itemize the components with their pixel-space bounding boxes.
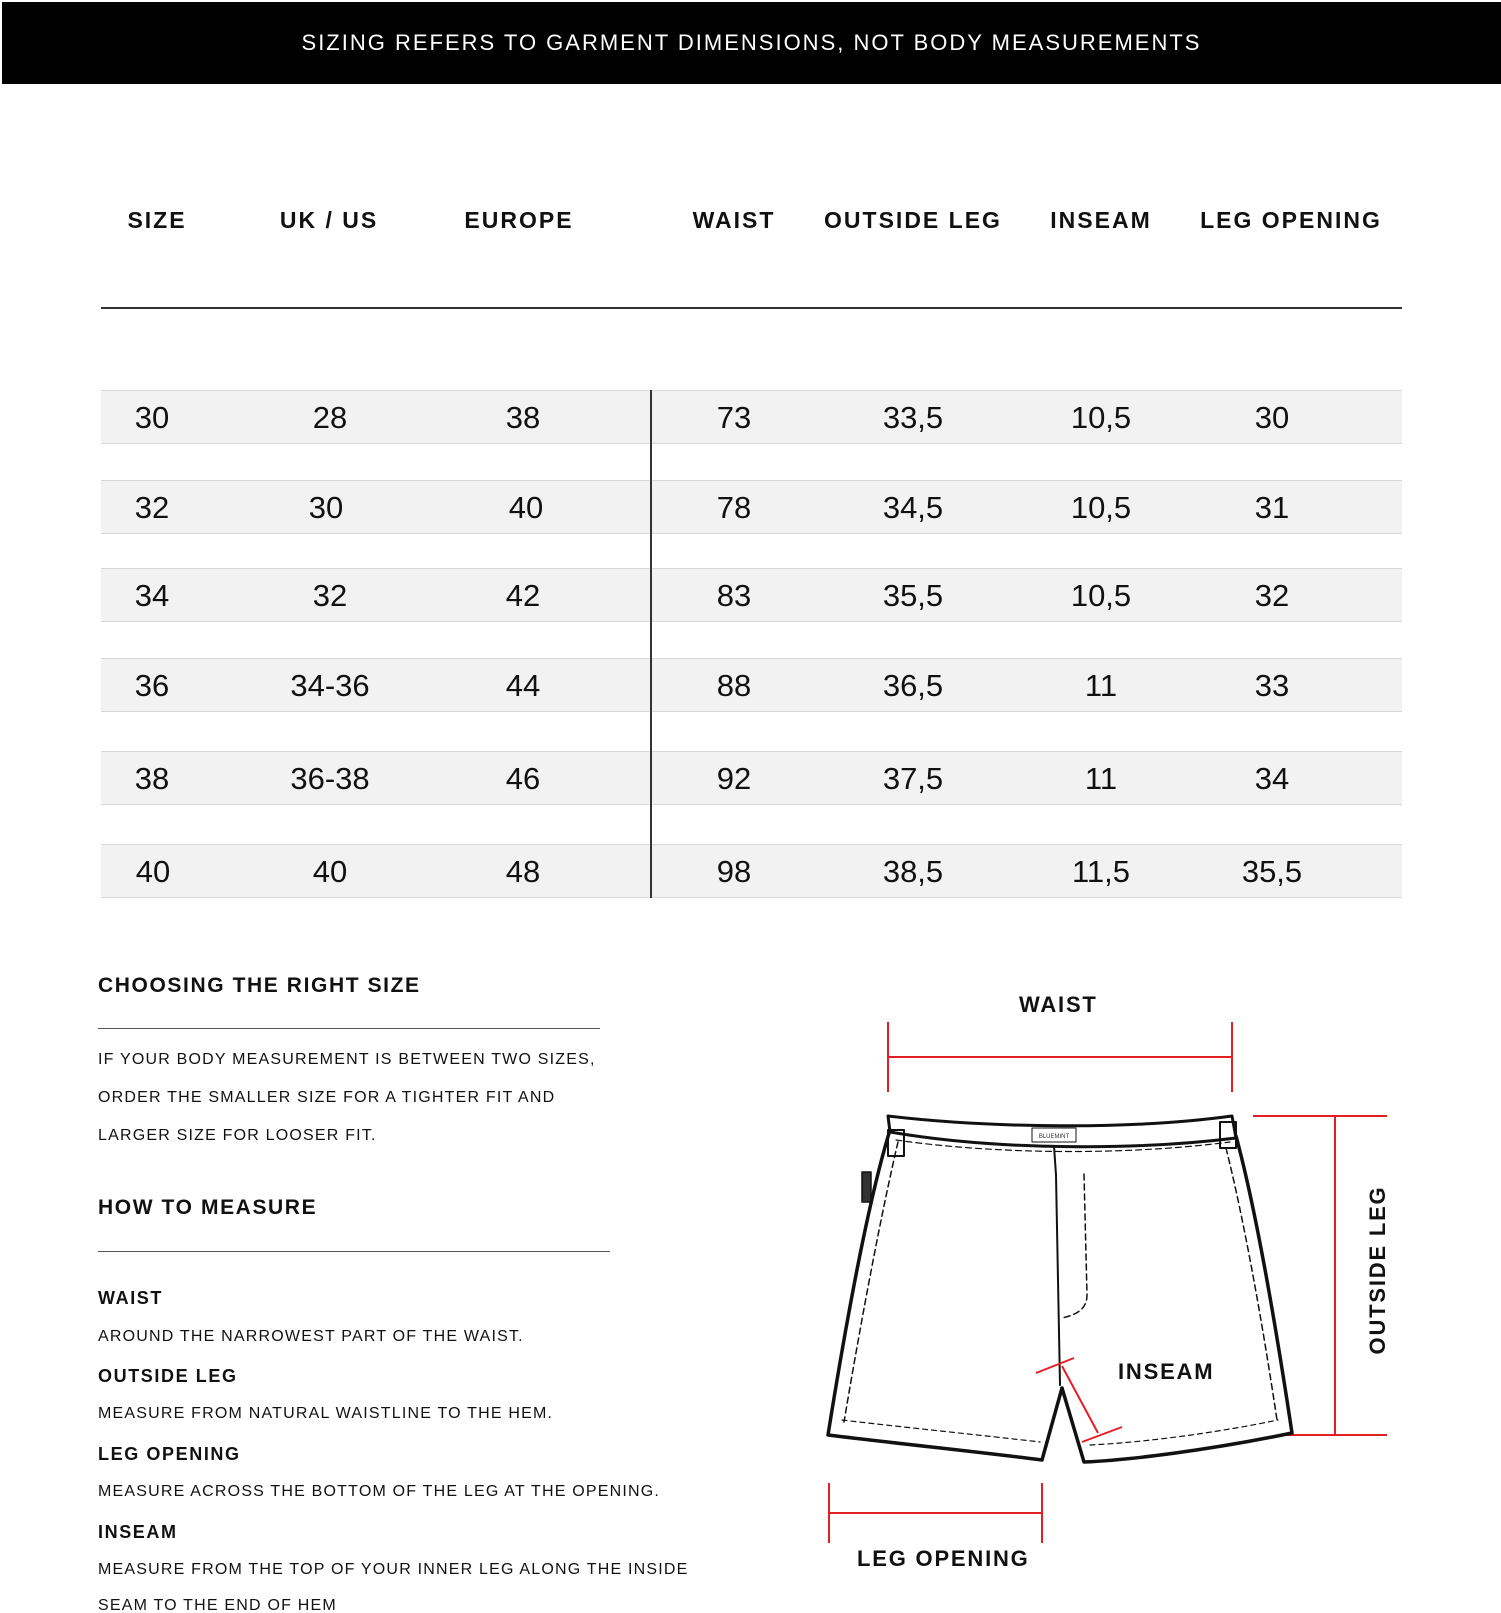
cell-europe: 48 <box>505 854 541 889</box>
howto-title: HOW TO MEASURE <box>98 1196 318 1219</box>
cell-size: 38 <box>134 761 170 796</box>
shorts-drawing <box>800 980 1420 1580</box>
cell-outside-leg: 35,5 <box>882 578 944 613</box>
table-row <box>101 751 1402 805</box>
howto-text-outside-leg: MEASURE FROM NATURAL WAISTLINE TO THE HEM. <box>98 1405 554 1422</box>
col-header-size: SIZE <box>127 207 187 233</box>
table-row <box>101 844 1402 898</box>
cell-leg-opening: 30 <box>1254 400 1290 435</box>
cell-waist: 98 <box>716 854 752 889</box>
table-row <box>101 390 1402 444</box>
choosing-divider <box>98 1028 600 1029</box>
howto-text-inseam-cont: SEAM TO THE END OF HEM <box>98 1597 337 1613</box>
choosing-title: CHOOSING THE RIGHT SIZE <box>98 974 421 997</box>
header-divider <box>101 307 1402 309</box>
shorts-diagram <box>800 980 1420 1580</box>
cell-inseam: 10,5 <box>1070 578 1132 613</box>
howto-text-waist: AROUND THE NARROWEST PART OF THE WAIST. <box>98 1328 524 1345</box>
howto-label-waist: WAIST <box>98 1288 163 1308</box>
cell-uk-us: 28 <box>312 400 348 435</box>
table-row <box>101 568 1402 622</box>
cell-leg-opening: 35,5 <box>1241 854 1303 889</box>
diagram-label-outside-leg: OUTSIDE LEG <box>1365 1185 1390 1355</box>
cell-leg-opening: 31 <box>1254 490 1290 525</box>
cell-uk-us: 34-36 <box>290 668 370 703</box>
column-divider <box>650 390 652 898</box>
cell-size: 40 <box>135 854 171 889</box>
leg-opening-measure-line <box>829 1483 1042 1543</box>
diagram-label-inseam: INSEAM <box>1118 1359 1215 1384</box>
cell-uk-us: 32 <box>312 578 348 613</box>
choosing-line: IF YOUR BODY MEASUREMENT IS BETWEEN TWO SIZES, <box>98 1051 596 1068</box>
cell-outside-leg: 33,5 <box>882 400 944 435</box>
cell-inseam: 10,5 <box>1070 400 1132 435</box>
cell-waist: 83 <box>716 578 752 613</box>
choosing-line: ORDER THE SMALLER SIZE FOR A TIGHTER FIT AND <box>98 1089 556 1106</box>
back-label-text: BLUEMINT <box>1038 1134 1070 1140</box>
cell-inseam: 11,5 <box>1071 854 1131 889</box>
diagram-label-leg-opening: LEG OPENING <box>857 1546 1030 1571</box>
cell-leg-opening: 34 <box>1254 761 1290 796</box>
cell-leg-opening: 33 <box>1254 668 1290 703</box>
howto-label-inseam: INSEAM <box>98 1522 178 1542</box>
cell-waist: 78 <box>716 490 752 525</box>
cell-uk-us: 30 <box>308 490 344 525</box>
cell-inseam: 11 <box>1084 668 1118 703</box>
cell-inseam: 11 <box>1084 761 1118 796</box>
howto-divider <box>98 1251 610 1252</box>
cell-size: 32 <box>134 490 170 525</box>
cell-size: 30 <box>134 400 170 435</box>
table-row <box>101 480 1402 534</box>
cell-outside-leg: 36,5 <box>882 668 944 703</box>
cell-europe: 46 <box>505 761 541 796</box>
cell-size: 34 <box>134 578 170 613</box>
cell-waist: 73 <box>716 400 752 435</box>
waist-measure-line <box>888 1022 1232 1092</box>
howto-label-outside-leg: OUTSIDE LEG <box>98 1366 238 1386</box>
cell-outside-leg: 38,5 <box>882 854 944 889</box>
cell-inseam: 10,5 <box>1070 490 1132 525</box>
cell-uk-us: 36-38 <box>290 761 370 796</box>
shorts-outline <box>828 1116 1292 1462</box>
cell-europe: 40 <box>508 490 544 525</box>
cell-outside-leg: 34,5 <box>882 490 944 525</box>
sizing-banner: SIZING REFERS TO GARMENT DIMENSIONS, NOT BODY MEASUREMENTS <box>2 2 1501 84</box>
howto-text-leg-opening: MEASURE ACROSS THE BOTTOM OF THE LEG AT THE OPENING. <box>98 1483 661 1500</box>
cell-leg-opening: 32 <box>1254 578 1290 613</box>
col-header-inseam: INSEAM <box>1050 207 1152 233</box>
col-header-europe: EUROPE <box>464 207 574 233</box>
table-row <box>101 658 1402 712</box>
cell-europe: 44 <box>505 668 541 703</box>
col-header-uk-us: UK / US <box>279 207 379 233</box>
col-header-outside-leg: OUTSIDE LEG <box>824 207 1002 233</box>
cell-size: 36 <box>134 668 170 703</box>
diagram-label-waist: WAIST <box>1019 992 1098 1017</box>
cell-europe: 42 <box>505 578 541 613</box>
col-header-leg-opening: LEG OPENING <box>1200 207 1382 233</box>
col-header-waist: WAIST <box>692 207 776 233</box>
howto-label-leg-opening: LEG OPENING <box>98 1444 241 1464</box>
cell-europe: 38 <box>505 400 541 435</box>
cell-uk-us: 40 <box>312 854 348 889</box>
cell-outside-leg: 37,5 <box>882 761 944 796</box>
cell-waist: 88 <box>716 668 752 703</box>
howto-text-inseam: MEASURE FROM THE TOP OF YOUR INNER LEG ALONG THE INSIDE <box>98 1561 689 1578</box>
choosing-line: LARGER SIZE FOR LOOSER FIT. <box>98 1127 377 1144</box>
cell-waist: 92 <box>716 761 752 796</box>
